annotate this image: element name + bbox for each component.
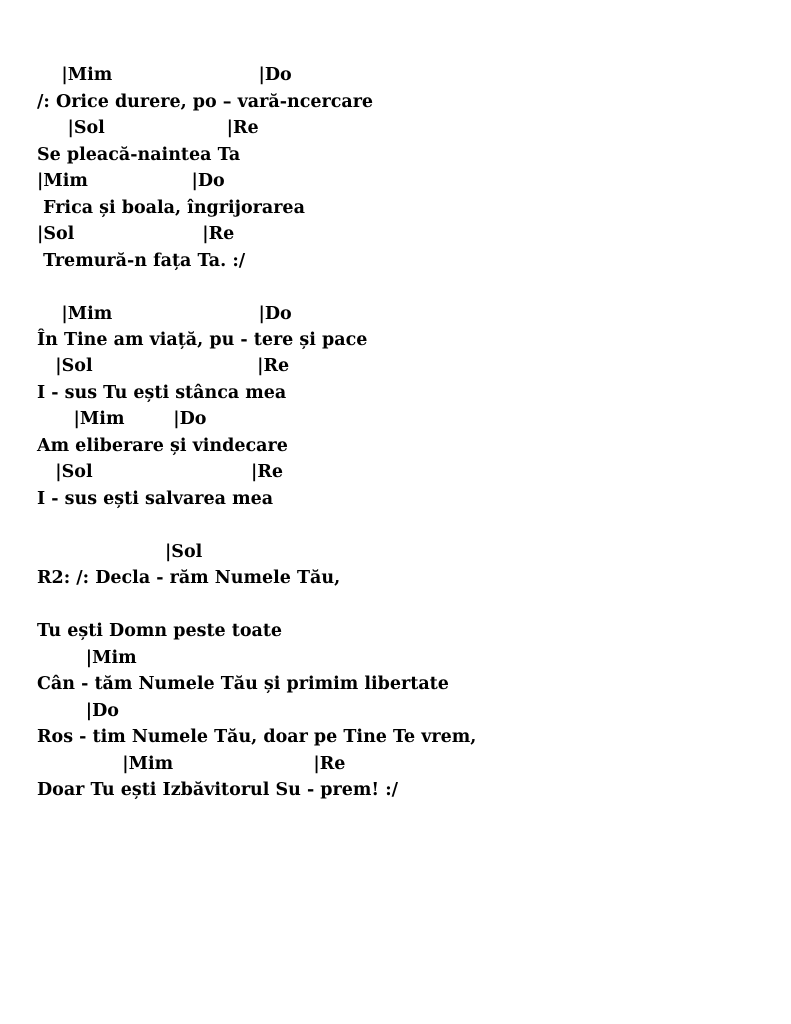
chord-line: |Mim |Do [37,65,292,85]
lyric-line: Ros - tim Numele Tău, doar pe Tine Te vrem, [37,727,477,747]
chord-line: |Sol [37,542,203,562]
lyric-line: Cân - tăm Numele Tău și primim libertate [37,674,449,694]
lyric-line: R2: /: Decla - răm Numele Tău, [37,568,341,588]
chord-line: |Mim |Re [37,754,346,774]
chord-line: |Mim |Do [37,171,225,191]
lyric-line: Am eliberare și vindecare [37,436,288,456]
chord-line: |Do [37,701,119,721]
lyric-line: /: Orice durere, po – vară-ncercare [37,92,374,112]
lyric-line: I - sus ești salvarea mea [37,489,274,509]
chord-line: |Mim |Do [37,409,207,429]
chord-line: |Sol |Re [37,462,284,482]
lyric-line: I - sus Tu ești stânca mea [37,383,287,403]
lyric-line: Se pleacă-naintea Ta [37,145,241,165]
chord-line: |Mim |Do [37,304,292,324]
chord-line: |Sol |Re [37,356,290,376]
lyric-line: Tremură-n fața Ta. :/ [37,251,246,271]
chord-line: |Mim [37,648,137,668]
chord-line: |Sol |Re [37,118,259,138]
lyric-line: În Tine am viață, pu - tere și pace [37,330,368,350]
lyric-line: Frica și boala, îngrijorarea [37,198,305,218]
lyric-line: Doar Tu ești Izbăvitorul Su - prem! :/ [37,780,399,800]
chord-line: |Sol |Re [37,224,235,244]
lyric-line: Tu ești Domn peste toate [37,621,283,641]
